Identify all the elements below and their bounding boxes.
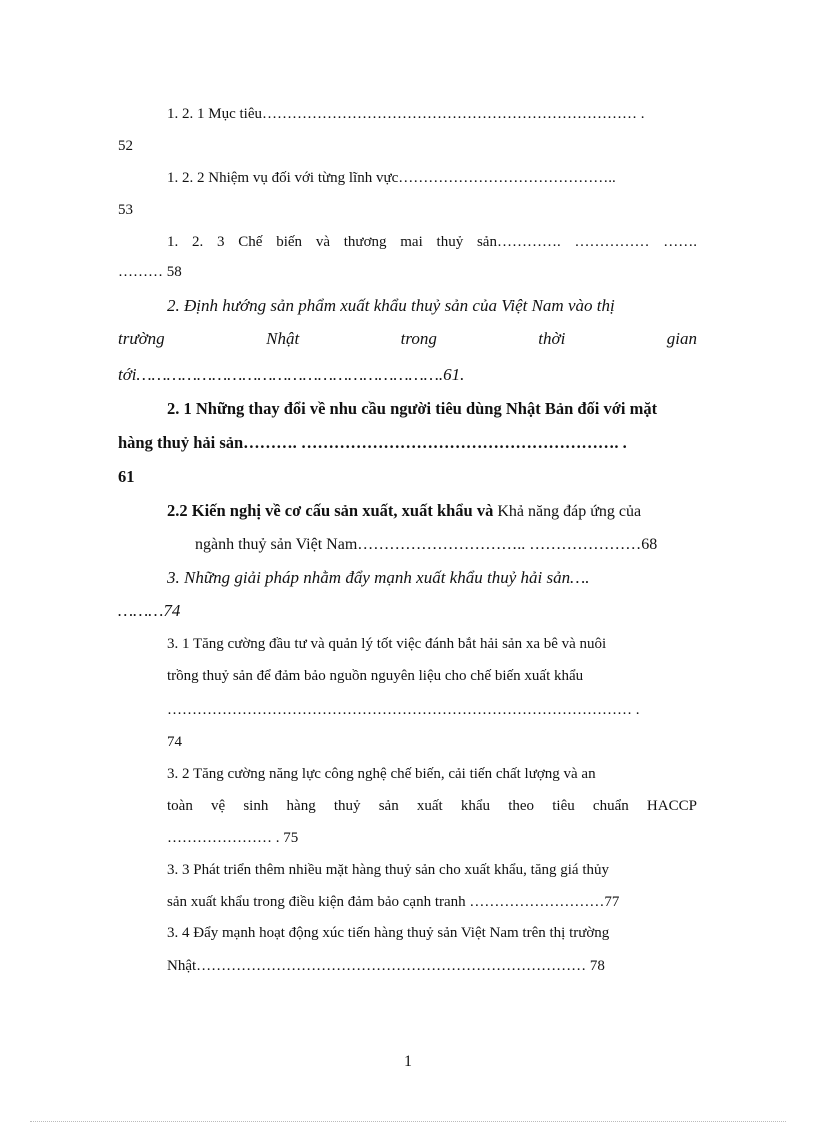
toc-entry-3-3-line2: sản xuất khẩu trong điều kiện đảm bảo cạnh tranh ………………………77 [167, 894, 620, 910]
toc-word: 2. [192, 234, 204, 250]
toc-word: toàn [167, 798, 193, 814]
toc-word: chuẩn [592, 798, 629, 814]
toc-word: sinh [243, 798, 269, 814]
toc-section-2-line3: tới…………………………………………………….61. [118, 365, 465, 384]
toc-word: theo [508, 798, 535, 814]
toc-entry-2-2 [167, 501, 641, 522]
toc-word: trường [118, 329, 165, 348]
toc-word: mai [400, 234, 423, 250]
toc-word: gian [666, 329, 697, 348]
toc-entry-1-2-2: 1. 2. 2 Nhiệm vụ đối với từng lĩnh vực…………………………………….. [167, 170, 616, 186]
toc-entry-2-1: 2. 1 Những thay đổi về nhu cầu người tiêu dùng Nhật Bản đối với mặt [167, 399, 658, 418]
toc-section-3-title: 3. Những giải pháp nhằm đẩy mạnh xuất khẩu thuỷ hải sản…. [167, 568, 590, 587]
toc-entry-3-4-line2: Nhật…………………………………………………………………… 78 [167, 958, 605, 974]
toc-section-2-line2 [118, 329, 697, 349]
toc-word: sản [378, 798, 399, 814]
toc-word: tiêu [552, 798, 575, 814]
toc-word: thuỷ [333, 798, 361, 814]
toc-entry-3-2-line3: ………………… . 75 [167, 830, 299, 846]
toc-word: trong [400, 329, 437, 348]
toc-word: và [315, 234, 330, 250]
toc-word: HACCP [646, 798, 697, 814]
toc-entry-2-2-line2: ngành thuỷ sản Việt Nam………………………….. …………………68 [195, 536, 658, 553]
toc-entry-1-2-2-page: 53 [118, 202, 133, 218]
toc-word: thuỷ [436, 234, 464, 250]
toc-word: …………… [574, 234, 650, 250]
toc-word: 3 [217, 234, 225, 250]
page-number: 1 [404, 1053, 412, 1070]
toc-section-3-line2: ………74 [118, 601, 181, 620]
toc-entry-2-1-page: 61 [118, 467, 135, 486]
toc-word: khẩu [460, 798, 491, 814]
toc-word: xuất [416, 798, 443, 814]
toc-entry-3-1: 3. 1 Tăng cường đầu tư và quản lý tốt việc đánh bắt hải sản xa bê và nuôi [167, 636, 607, 652]
toc-word: ……. [663, 234, 697, 250]
toc-entry-3-3: 3. 3 Phát triển thêm nhiều mặt hàng thuỷ sản cho xuất khẩu, tăng giá thủy [167, 862, 609, 878]
toc-entry-3-2-line2 [167, 796, 697, 816]
toc-entry-3-4: 3. 4 Đẩy mạnh hoạt động xúc tiến hàng thuỷ sản Việt Nam trên thị trường [167, 925, 610, 941]
toc-word: thương [343, 234, 387, 250]
toc-word: thời [538, 329, 566, 348]
toc-word: sản…………. [476, 234, 561, 250]
toc-word: biến [276, 234, 303, 250]
page-bottom-divider [30, 1121, 786, 1122]
toc-word: 1. [167, 234, 179, 250]
toc-entry-2-1-line2: hàng thuỷ hải sản………. …………………………………………………. . [118, 433, 627, 452]
toc-word: vệ [211, 798, 226, 814]
toc-entry-3-1-line2: trồng thuỷ sản để đảm bảo nguồn nguyên liệu cho chế biến xuất khẩu [167, 668, 584, 684]
toc-word: Chế [238, 234, 263, 250]
toc-section-2-title: 2. Định hướng sản phẩm xuất khẩu thuỷ sản của Việt Nam vào thị [167, 296, 615, 315]
toc-entry-1-2-1-page: 52 [118, 138, 133, 154]
toc-entry-2-2-bold: 2.2 Kiến nghị về cơ cấu sản xuất, xuất khẩu và [167, 501, 494, 520]
toc-entry-2-2-normal: Khả năng đáp ứng của [493, 503, 642, 520]
toc-entry-1-2-1: 1. 2. 1 Mục tiêu………………………………………………………………… . [167, 106, 645, 122]
toc-entry-3-2: 3. 2 Tăng cường năng lực công nghệ chế biến, cải tiến chất lượng và an [167, 766, 596, 782]
toc-entry-3-1-page: 74 [167, 734, 182, 750]
toc-entry-1-2-3-cont: ……… 58 [118, 264, 182, 280]
toc-entry-1-2-3 [167, 232, 697, 252]
toc-word: hàng [286, 798, 316, 814]
toc-entry-3-1-line3: ………………………………………………………………………………… . [167, 702, 640, 718]
toc-word: Nhật [266, 329, 300, 348]
